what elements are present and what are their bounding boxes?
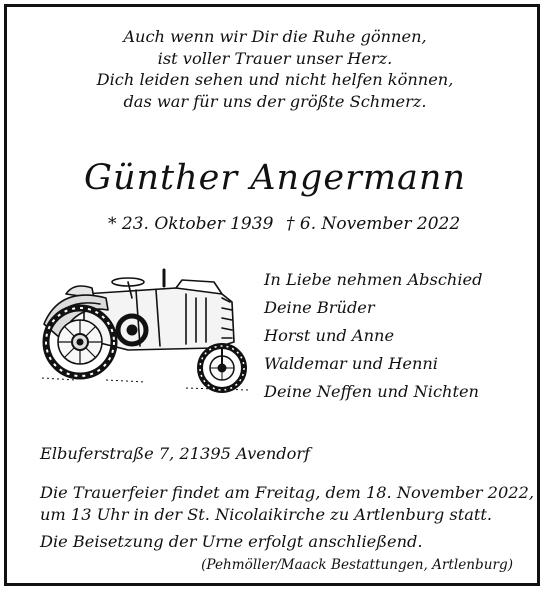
funeral-line: Die Beisetzung der Urne erfolgt anschließend. (40, 532, 423, 551)
mourners-list (264, 266, 482, 406)
poem-line: Auch wenn wir Dir die Ruhe gönnen, (123, 27, 427, 46)
mourners-line: Horst und Anne (264, 326, 395, 345)
birth-date: * 23. Oktober 1939 (108, 214, 274, 234)
deceased-name: Günther Angermann (83, 158, 467, 198)
death-date: † 6. November 2022 (286, 214, 461, 234)
mourners-line: In Liebe nehmen Abschied (264, 270, 483, 289)
mourners-line: Deine Neffen und Nichten (264, 382, 479, 401)
poem-line: das war für uns der größte Schmerz. (123, 91, 427, 111)
poem (0, 26, 550, 112)
address: Elbuferstraße 7, 21395 Avendorf (40, 444, 311, 463)
undertaker-credit: (Pehmöller/Maack Bestattungen, Artlenburg) (201, 557, 513, 573)
poem-line: Dich leiden sehen und nicht helfen können, (96, 70, 454, 89)
funeral-line: Die Trauerfeier findet am Freitag, dem 18. November 2022, (40, 483, 534, 502)
poem-line: ist voller Trauer unser Herz. (157, 48, 393, 68)
mourners-line: Waldemar und Henni (264, 354, 438, 373)
tractor-illustration (36, 268, 258, 398)
funeral-info (40, 482, 534, 553)
funeral-line: um 13 Uhr in der St. Nicolaikirche zu Artlenburg statt. (40, 505, 493, 524)
mourners-line: Deine Brüder (264, 298, 375, 317)
